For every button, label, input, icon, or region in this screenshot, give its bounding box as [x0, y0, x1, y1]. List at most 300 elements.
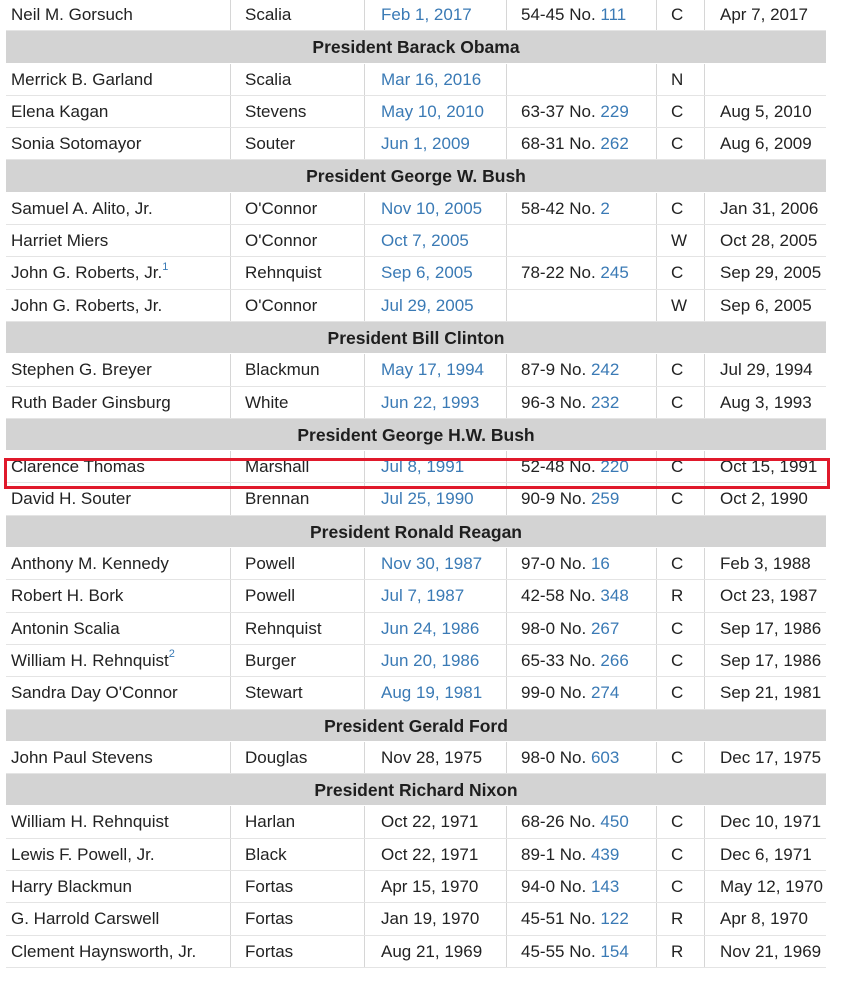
roll-call-label: No. [569, 101, 596, 121]
nominee-cell [6, 225, 230, 256]
action-date-cell [704, 839, 826, 870]
result-code: C [671, 554, 684, 574]
vote-tally: 45-55 [521, 941, 565, 961]
succeeding-cell [230, 936, 364, 967]
nominee-name: Samuel A. Alito, Jr. [11, 198, 153, 218]
nomination-date-cell [364, 936, 506, 967]
roll-call-link[interactable]: 603 [590, 747, 620, 767]
vote-cell [506, 548, 656, 579]
succeeding-cell [230, 128, 364, 159]
succeeding-cell [230, 871, 364, 902]
action-date: Dec 17, 1975 [720, 747, 822, 767]
succeeding-cell [230, 483, 364, 514]
result-code: R [671, 909, 684, 929]
result-cell [656, 290, 704, 321]
table-row [6, 225, 826, 257]
vote-cell [506, 387, 656, 418]
nominee-name: Anthony M. Kennedy [11, 554, 169, 574]
footnote-marker[interactable]: 2 [168, 648, 175, 661]
succeeding-cell [230, 290, 364, 321]
succeeding-cell [230, 387, 364, 418]
roll-call-label: No. [559, 489, 587, 509]
president-header: President George H.W. Bush [6, 419, 826, 451]
roll-call-link[interactable]: 439 [590, 844, 620, 864]
action-date-cell [704, 548, 826, 579]
nomination-date-link[interactable]: Sep 6, 2005 [381, 263, 473, 283]
nomination-date-cell [364, 128, 506, 159]
vote-tally: 98-0 [521, 747, 556, 767]
nomination-date-link[interactable]: May 10, 2010 [381, 101, 485, 121]
vote-cell [506, 290, 656, 321]
succeeding-cell [230, 0, 364, 30]
succeeding-justice: Powell [245, 554, 296, 574]
president-header: President Richard Nixon [6, 774, 826, 806]
nominee-cell [6, 96, 230, 127]
vote-cell [506, 451, 656, 482]
action-date: Dec 6, 1971 [720, 844, 812, 864]
action-date: Sep 21, 1981 [720, 683, 822, 703]
result-code: C [671, 198, 684, 218]
roll-call-label: No. [559, 844, 587, 864]
succeeding-cell [230, 645, 364, 676]
succeeding-justice: Souter [245, 134, 296, 154]
nominee-cell [6, 483, 230, 514]
result-code: C [671, 263, 684, 283]
nomination-date-cell [364, 64, 506, 95]
roll-call-label: No. [569, 263, 596, 283]
result-cell [656, 257, 704, 288]
succeeding-justice: Harlan [245, 812, 296, 832]
succeeding-justice: Rehnquist [245, 263, 322, 283]
nomination-date-cell [364, 903, 506, 934]
roll-call-label: No. [569, 457, 596, 477]
nomination-date-cell [364, 451, 506, 482]
table-row [6, 193, 826, 225]
result-code: C [671, 134, 684, 154]
vote-cell [506, 936, 656, 967]
nomination-date-cell [364, 839, 506, 870]
result-code: C [671, 683, 684, 703]
result-code: C [671, 489, 684, 509]
roll-call-link[interactable]: 229 [600, 101, 629, 121]
vote-cell [506, 645, 656, 676]
nominee-name: Merrick B. Garland [11, 69, 153, 89]
roll-call-label: No. [559, 618, 587, 638]
result-cell [656, 451, 704, 482]
nomination-date: Aug 21, 1969 [381, 941, 483, 961]
action-date-cell [704, 936, 826, 967]
result-code: C [671, 360, 684, 380]
nominee-cell [6, 257, 230, 288]
vote-tally: 90-9 [521, 489, 556, 509]
nominee-cell [6, 451, 230, 482]
roll-call-label: No. [569, 198, 596, 218]
nomination-date-link[interactable]: Oct 7, 2005 [381, 231, 469, 251]
roll-call-label: No. [559, 877, 587, 897]
action-date: Sep 17, 1986 [720, 618, 822, 638]
nominee-cell [6, 839, 230, 870]
nominee-name: Neil M. Gorsuch [11, 5, 133, 24]
action-date: Feb 3, 1988 [720, 554, 811, 574]
action-date-cell [704, 225, 826, 256]
result-cell [656, 96, 704, 127]
nominee-cell [6, 193, 230, 224]
result-cell [656, 548, 704, 579]
nominee-cell [6, 806, 230, 837]
nominee-cell [6, 128, 230, 159]
result-cell [656, 193, 704, 224]
table-row [6, 128, 826, 160]
nominee-name: Harriet Miers [11, 231, 109, 251]
result-cell [656, 806, 704, 837]
vote-cell [506, 0, 656, 30]
nomination-date-cell [364, 613, 506, 644]
nominee-name: William H. Rehnquist [11, 812, 169, 832]
succeeding-justice: Fortas [245, 877, 294, 897]
result-code: C [671, 747, 684, 767]
succeeding-cell [230, 354, 364, 385]
succeeding-cell [230, 451, 364, 482]
table-row [6, 806, 826, 838]
nominee-cell [6, 613, 230, 644]
nomination-date-link[interactable]: Jun 24, 1986 [381, 618, 480, 638]
roll-call-link[interactable]: 348 [600, 586, 629, 606]
nominee-cell [6, 0, 230, 30]
vote-tally: 94-0 [521, 877, 556, 897]
action-date: Oct 15, 1991 [720, 457, 818, 477]
vote-tally: 42-58 [521, 586, 565, 606]
result-cell [656, 354, 704, 385]
succeeding-justice: Stewart [245, 683, 303, 703]
succeeding-justice: Black [245, 844, 287, 864]
nominee-name: Lewis F. Powell, Jr. [11, 844, 155, 864]
nomination-date: Oct 22, 1971 [381, 812, 479, 832]
succeeding-justice: Brennan [245, 489, 310, 509]
result-cell [656, 225, 704, 256]
action-date: Aug 5, 2010 [720, 101, 812, 121]
vote-cell [506, 96, 656, 127]
nomination-date-cell [364, 225, 506, 256]
vote-cell [506, 483, 656, 514]
nominee-name: G. Harrold Carswell [11, 909, 160, 929]
vote-cell [506, 580, 656, 611]
result-cell [656, 645, 704, 676]
table-row [6, 0, 826, 31]
action-date-cell [704, 128, 826, 159]
action-date-cell [704, 483, 826, 514]
nomination-date-cell [364, 193, 506, 224]
roll-call-link[interactable]: 16 [590, 554, 610, 574]
action-date-cell [704, 580, 826, 611]
nomination-date-cell [364, 742, 506, 773]
action-date: Jul 29, 1994 [720, 360, 813, 380]
nomination-date-link[interactable]: Mar 16, 2016 [381, 69, 482, 89]
nominee-name: David H. Souter [11, 489, 131, 509]
table-row [6, 903, 826, 935]
succeeding-justice: O'Connor [245, 231, 318, 251]
nomination-date-cell [364, 257, 506, 288]
roll-call-link[interactable]: 450 [600, 812, 629, 832]
roll-call-label: No. [569, 134, 596, 154]
roll-call-label: No. [569, 909, 596, 929]
nomination-date-cell [364, 645, 506, 676]
result-code: R [671, 586, 684, 606]
result-cell [656, 64, 704, 95]
president-header: President Gerald Ford [6, 710, 826, 742]
result-code: C [671, 844, 684, 864]
result-cell [656, 936, 704, 967]
vote-tally: 65-33 [521, 650, 565, 670]
nomination-date-link[interactable]: Jul 7, 1987 [381, 586, 465, 606]
succeeding-cell [230, 580, 364, 611]
table-row [6, 936, 826, 968]
nominee-name: Robert H. Bork [11, 586, 124, 606]
succeeding-cell [230, 96, 364, 127]
result-code: N [671, 69, 684, 89]
succeeding-cell [230, 613, 364, 644]
roll-call-link[interactable]: 154 [600, 941, 629, 961]
nomination-date-link[interactable]: Jun 22, 1993 [381, 392, 480, 412]
nomination-date-link[interactable]: Feb 1, 2017 [381, 5, 472, 24]
nomination-date-cell [364, 387, 506, 418]
action-date-cell [704, 677, 826, 708]
nominee-cell [6, 290, 230, 321]
table-row [6, 613, 826, 645]
vote-cell [506, 839, 656, 870]
vote-tally: 87-9 [521, 360, 556, 380]
nominee-cell [6, 936, 230, 967]
table-row [6, 839, 826, 871]
nomination-date-cell [364, 871, 506, 902]
nominee-cell [6, 387, 230, 418]
nominee-cell [6, 903, 230, 934]
action-date-cell [704, 451, 826, 482]
roll-call-link[interactable]: 267 [590, 618, 620, 638]
vote-tally: 97-0 [521, 554, 556, 574]
nominee-name: William H. Rehnquist [11, 650, 169, 670]
roll-call-link[interactable]: 242 [590, 360, 620, 380]
vote-tally: 45-51 [521, 909, 565, 929]
result-code: W [671, 295, 688, 315]
nomination-date-cell [364, 354, 506, 385]
nominee-name: Clarence Thomas [11, 457, 145, 477]
roll-call-label: No. [569, 941, 596, 961]
nominee-cell [6, 742, 230, 773]
vote-cell [506, 225, 656, 256]
vote-cell [506, 257, 656, 288]
nomination-date: Apr 15, 1970 [381, 877, 479, 897]
succeeding-cell [230, 677, 364, 708]
action-date: Dec 10, 1971 [720, 812, 822, 832]
nomination-date: Jan 19, 1970 [381, 909, 480, 929]
result-cell [656, 0, 704, 30]
table-row [6, 64, 826, 96]
result-cell [656, 128, 704, 159]
vote-tally: 63-37 [521, 101, 565, 121]
nomination-date-cell [364, 580, 506, 611]
nominee-name: Antonin Scalia [11, 618, 120, 638]
nominee-name: John G. Roberts, Jr. [11, 295, 163, 315]
action-date-cell [704, 387, 826, 418]
roll-call-link[interactable]: 111 [600, 5, 627, 24]
roll-call-label: No. [559, 554, 587, 574]
vote-tally: 68-26 [521, 812, 565, 832]
vote-tally: 96-3 [521, 392, 556, 412]
table-row [6, 871, 826, 903]
roll-call-link[interactable]: 143 [590, 877, 620, 897]
nomination-date-link[interactable]: Nov 10, 2005 [381, 198, 483, 218]
footnote-marker[interactable]: 1 [162, 260, 169, 273]
succeeding-justice: Marshall [245, 457, 310, 477]
table-row [6, 548, 826, 580]
action-date: Sep 6, 2005 [720, 295, 812, 315]
action-date: Oct 23, 1987 [720, 586, 818, 606]
succeeding-justice: Fortas [245, 941, 294, 961]
result-code: C [671, 812, 684, 832]
roll-call-label: No. [569, 5, 596, 24]
roll-call-link[interactable]: 220 [600, 457, 629, 477]
nominee-cell [6, 354, 230, 385]
succeeding-justice: Douglas [245, 747, 308, 767]
roll-call-link[interactable]: 245 [600, 263, 629, 283]
succeeding-justice: Blackmun [245, 360, 320, 380]
nomination-date-link[interactable]: Jul 29, 2005 [381, 295, 474, 315]
nomination-date-cell [364, 0, 506, 30]
action-date-cell [704, 742, 826, 773]
nominee-cell [6, 645, 230, 676]
succeeding-justice: Fortas [245, 909, 294, 929]
action-date-cell [704, 64, 826, 95]
roll-call-link[interactable]: 274 [590, 683, 620, 703]
nominee-name: Elena Kagan [11, 101, 109, 121]
nomination-date-link[interactable]: Aug 19, 1981 [381, 683, 483, 703]
nominations-table [6, 0, 826, 968]
succeeding-justice: Scalia [245, 69, 292, 89]
succeeding-cell [230, 64, 364, 95]
nomination-date: Oct 22, 1971 [381, 844, 479, 864]
succeeding-cell [230, 903, 364, 934]
nomination-date-link[interactable]: Jul 25, 1990 [381, 489, 474, 509]
vote-cell [506, 871, 656, 902]
vote-tally: 78-22 [521, 263, 565, 283]
roll-call-label: No. [559, 360, 587, 380]
action-date-cell [704, 290, 826, 321]
table-row [6, 257, 826, 289]
roll-call-label: No. [569, 586, 596, 606]
vote-tally: 58-42 [521, 198, 565, 218]
action-date: Apr 8, 1970 [720, 909, 808, 929]
nomination-date-link[interactable]: Jun 20, 1986 [381, 650, 480, 670]
nominee-name: Sonia Sotomayor [11, 134, 142, 154]
vote-cell [506, 354, 656, 385]
nomination-date-cell [364, 677, 506, 708]
action-date: Oct 28, 2005 [720, 231, 818, 251]
action-date-cell [704, 645, 826, 676]
succeeding-cell [230, 257, 364, 288]
action-date-cell [704, 613, 826, 644]
action-date: Nov 21, 1969 [720, 941, 822, 961]
president-header: President Ronald Reagan [6, 516, 826, 548]
succeeding-cell [230, 742, 364, 773]
nominee-name: Stephen G. Breyer [11, 360, 152, 380]
action-date: Oct 2, 1990 [720, 489, 808, 509]
table-row [6, 645, 826, 677]
succeeding-justice: Burger [245, 650, 297, 670]
nominee-cell [6, 548, 230, 579]
roll-call-label: No. [569, 812, 596, 832]
action-date: Aug 3, 1993 [720, 392, 812, 412]
succeeding-justice: Stevens [245, 101, 307, 121]
roll-call-label: No. [559, 683, 587, 703]
roll-call-link[interactable]: 259 [590, 489, 620, 509]
roll-call-link[interactable]: 122 [600, 909, 629, 929]
nominee-name: Ruth Bader Ginsburg [11, 392, 171, 412]
vote-cell [506, 613, 656, 644]
result-code: C [671, 5, 684, 24]
nomination-date-link[interactable]: Jul 8, 1991 [381, 457, 465, 477]
action-date-cell [704, 806, 826, 837]
nominee-name: John G. Roberts, Jr. [11, 263, 163, 283]
result-code: C [671, 618, 684, 638]
nomination-date-link[interactable]: Nov 30, 1987 [381, 554, 483, 574]
result-cell [656, 871, 704, 902]
table-row [6, 677, 826, 709]
action-date-cell [704, 193, 826, 224]
nomination-date-cell [364, 96, 506, 127]
vote-cell [506, 64, 656, 95]
action-date-cell [704, 903, 826, 934]
vote-cell [506, 903, 656, 934]
nominee-cell [6, 871, 230, 902]
action-date-cell [704, 96, 826, 127]
roll-call-link[interactable]: 232 [590, 392, 620, 412]
nominee-name: Clement Haynsworth, Jr. [11, 941, 197, 961]
nominee-cell [6, 64, 230, 95]
roll-call-link[interactable]: 266 [600, 650, 629, 670]
succeeding-cell [230, 839, 364, 870]
vote-cell [506, 128, 656, 159]
succeeding-justice: Scalia [245, 5, 292, 24]
vote-tally: 52-48 [521, 457, 565, 477]
result-code: C [671, 650, 684, 670]
roll-call-label: No. [569, 650, 596, 670]
succeeding-cell [230, 548, 364, 579]
table-row [6, 742, 826, 774]
table-row [6, 290, 826, 322]
action-date: Aug 6, 2009 [720, 134, 812, 154]
table-row [6, 387, 826, 419]
vote-tally: 99-0 [521, 683, 556, 703]
nominee-name: Sandra Day O'Connor [11, 683, 178, 703]
vote-cell [506, 742, 656, 773]
nominee-name: John Paul Stevens [11, 747, 153, 767]
nomination-date-link[interactable]: May 17, 1994 [381, 360, 485, 380]
result-code: C [671, 877, 684, 897]
nomination-date-cell [364, 806, 506, 837]
roll-call-link[interactable]: 262 [600, 134, 629, 154]
nomination-date-link[interactable]: Jun 1, 2009 [381, 134, 470, 154]
succeeding-justice: O'Connor [245, 198, 318, 218]
action-date: Sep 17, 1986 [720, 650, 822, 670]
result-code: R [671, 941, 684, 961]
result-code: C [671, 101, 684, 121]
roll-call-label: No. [559, 747, 587, 767]
action-date: Sep 29, 2005 [720, 263, 822, 283]
succeeding-justice: Powell [245, 586, 296, 606]
table-row-highlighted [6, 451, 826, 483]
roll-call-link[interactable]: 2 [600, 198, 610, 218]
table-row [6, 580, 826, 612]
